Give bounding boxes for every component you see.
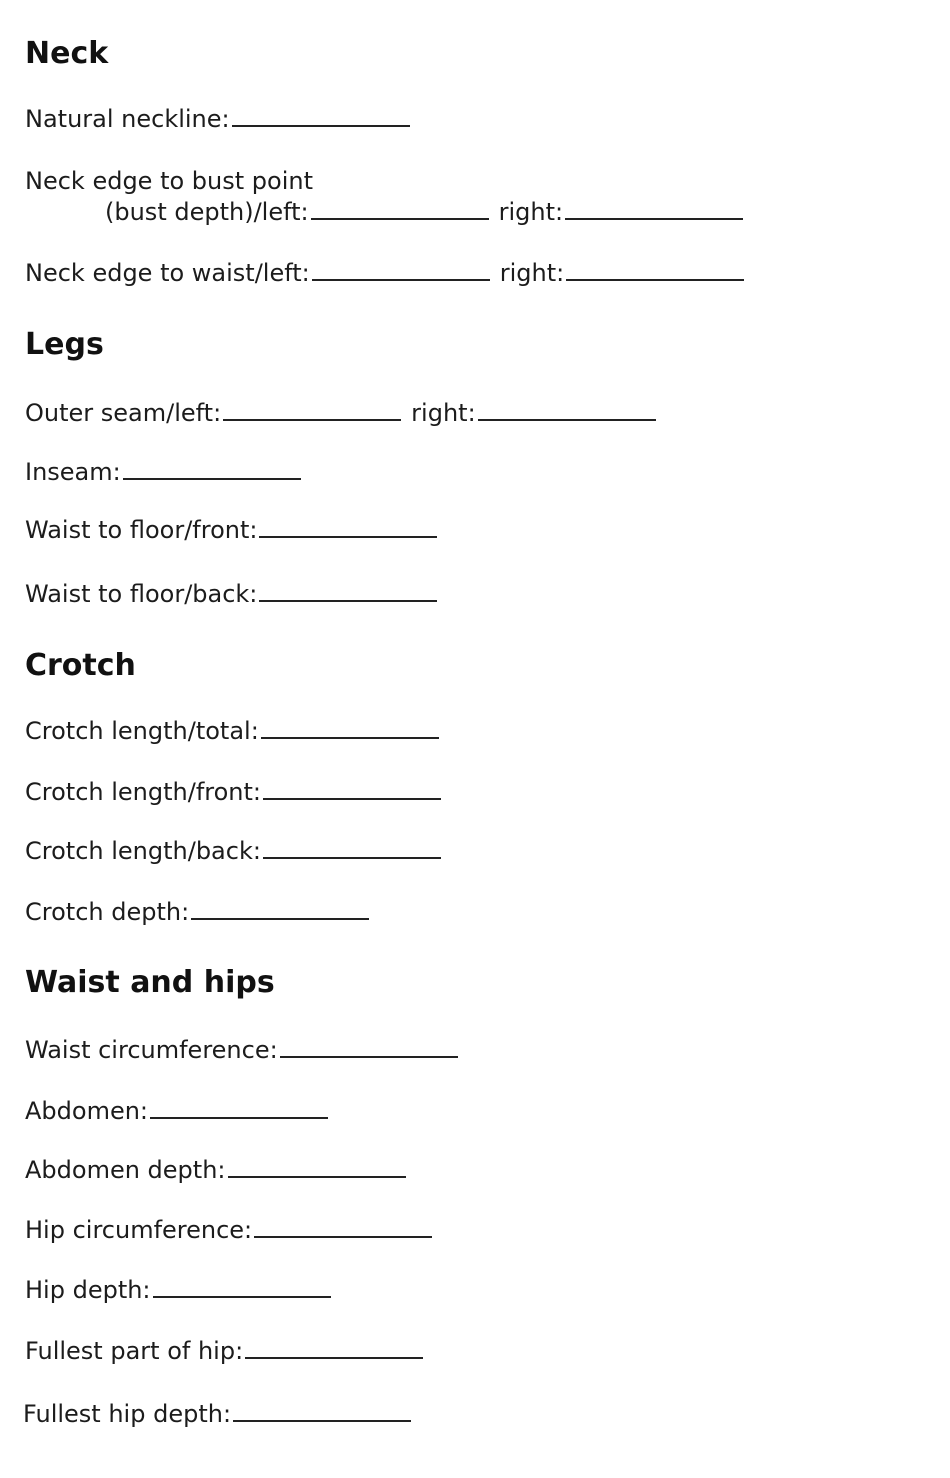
answer-blank[interactable] — [259, 580, 437, 602]
field-inseam — [25, 457, 301, 487]
answer-blank-left[interactable] — [312, 259, 490, 281]
field-label: Abdomen depth: — [25, 1156, 226, 1184]
answer-blank-right[interactable] — [478, 399, 656, 421]
answer-blank-left[interactable] — [223, 399, 401, 421]
answer-blank[interactable] — [263, 778, 441, 800]
field-label: Outer seam/left: — [25, 399, 222, 427]
answer-blank[interactable] — [232, 105, 410, 127]
answer-blank-right[interactable] — [566, 259, 744, 281]
answer-blank[interactable] — [191, 898, 369, 920]
section-heading-neck: Neck — [25, 36, 109, 71]
field-abdomen — [25, 1096, 328, 1126]
field-label: (bust depth)/left: — [105, 198, 309, 226]
field-label: Crotch length/total: — [25, 717, 259, 745]
answer-blank[interactable] — [254, 1216, 432, 1238]
field-label: Waist to floor/front: — [25, 516, 258, 544]
section-heading-waist-hips: Waist and hips — [25, 965, 275, 1000]
field-crotch-depth — [25, 897, 369, 927]
answer-blank-left[interactable] — [311, 198, 489, 220]
answer-blank[interactable] — [150, 1097, 328, 1119]
field-natural-neckline — [25, 104, 410, 134]
field-label: right: — [499, 259, 565, 287]
field-crotch-length-back — [25, 836, 441, 866]
answer-blank[interactable] — [233, 1400, 411, 1422]
field-label: Hip depth: — [25, 1276, 151, 1304]
answer-blank[interactable] — [259, 516, 437, 538]
answer-blank[interactable] — [245, 1337, 423, 1359]
field-fullest-part-hip — [25, 1336, 423, 1366]
field-crotch-length-front — [25, 777, 441, 807]
field-abdomen-depth — [25, 1155, 406, 1185]
field-waist-floor-front — [25, 515, 437, 545]
field-label: Fullest hip depth: — [23, 1400, 232, 1428]
field-label: Neck edge to bust point — [25, 167, 313, 195]
field-label: right: — [498, 198, 564, 226]
field-label: Abdomen: — [25, 1097, 149, 1125]
field-label: Natural neckline: — [25, 105, 230, 133]
field-hip-depth — [25, 1275, 331, 1305]
answer-blank[interactable] — [123, 458, 301, 480]
field-waist-floor-back — [25, 579, 437, 609]
field-label: Waist circumference: — [25, 1036, 278, 1064]
field-neck-to-bust — [105, 197, 743, 227]
field-waist-circumference — [25, 1035, 458, 1065]
field-label: Crotch length/front: — [25, 778, 261, 806]
section-heading-crotch: Crotch — [25, 648, 136, 683]
answer-blank-right[interactable] — [565, 198, 743, 220]
field-label: Crotch length/back: — [25, 837, 261, 865]
field-label: Fullest part of hip: — [25, 1337, 244, 1365]
section-heading-legs: Legs — [25, 327, 104, 362]
answer-blank[interactable] — [280, 1036, 458, 1058]
field-label: Inseam: — [25, 458, 121, 486]
answer-blank[interactable] — [261, 717, 439, 739]
field-outer-seam — [25, 398, 656, 428]
field-label: right: — [411, 399, 476, 427]
field-label: Waist to floor/back: — [25, 580, 258, 608]
answer-blank[interactable] — [228, 1156, 406, 1178]
field-crotch-length-total — [25, 716, 439, 746]
answer-blank[interactable] — [153, 1276, 331, 1298]
field-fullest-hip-depth — [23, 1399, 411, 1429]
answer-blank[interactable] — [263, 837, 441, 859]
field-neck-to-waist — [25, 258, 744, 288]
field-label: Neck edge to waist/left: — [25, 259, 310, 287]
field-neck-to-bust-label — [25, 166, 313, 196]
field-hip-circumference — [25, 1215, 432, 1245]
field-label: Hip circumference: — [25, 1216, 253, 1244]
field-label: Crotch depth: — [25, 898, 190, 926]
